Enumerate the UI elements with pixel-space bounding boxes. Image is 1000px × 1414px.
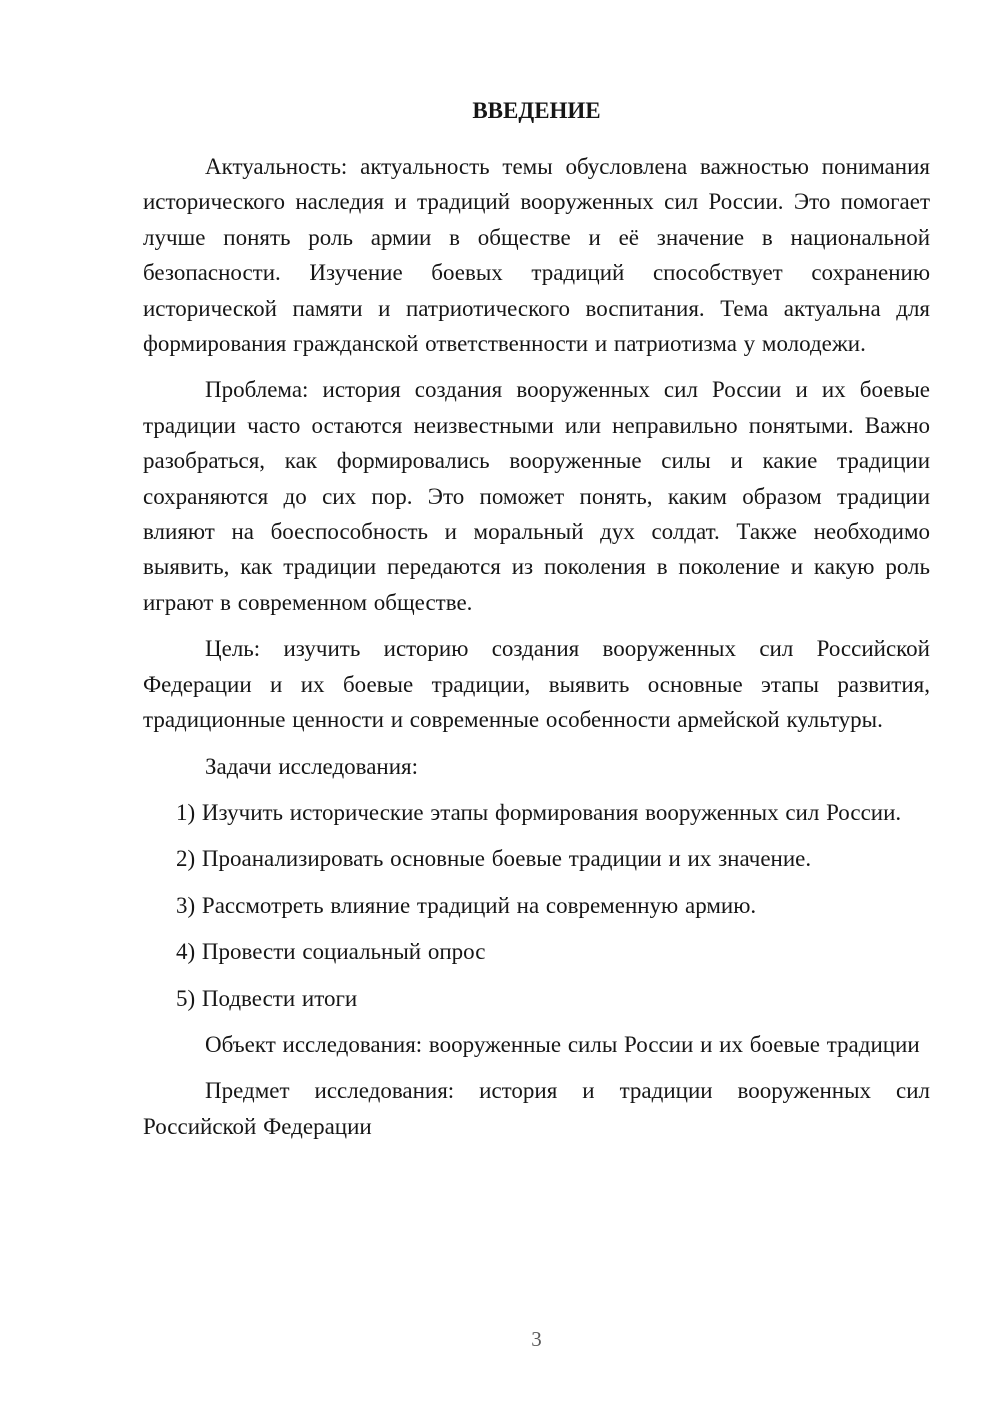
task-item-5: 5) Подвести итоги xyxy=(176,985,358,1011)
tasks-heading: Задачи исследования: xyxy=(205,753,419,779)
paragraph-goal: Цель: изучить историю создания вооруженных сил Российской Федерации и их боевые традиции, выявить основные этапы развития, традиционные ценности и современные особенности армейской культуры. xyxy=(143,636,930,733)
task-item-2: 2) Проанализировать основные боевые традиции и их значение. xyxy=(176,846,812,872)
task-item-1: 1) Изучить исторические этапы формирования вооруженных сил России. xyxy=(176,799,902,825)
page-number: 3 xyxy=(531,1327,542,1351)
page-title: ВВЕДЕНИЕ xyxy=(472,98,601,123)
task-item-4: 4) Провести социальный опрос xyxy=(176,939,486,965)
paragraph-subject: Предмет исследования: история и традиции вооруженных сил Российской Федерации xyxy=(143,1078,930,1139)
task-item-3: 3) Рассмотреть влияние традиций на современную армию. xyxy=(176,892,757,918)
paragraph-problem: Проблема: история создания вооруженных сил России и их боевые традиции часто остаются неизвестными или неправильно понятыми. Важно разобраться, как формировались вооруженные силы и какие традиции сохраняются до сих пор. Это поможет понять, каким образом традиции влияют на боеспособность и моральный дух солдат. Также необходимо выявить, как традиции передаются из поколения в поколение и какую роль играют в современном обществе. xyxy=(143,377,930,615)
paragraph-object: Объект исследования: вооруженные силы России и их боевые традиции xyxy=(205,1031,920,1057)
paragraph-relevance: Актуальность: актуальность темы обусловлена важностью понимания исторического наследия и традиций вооруженных сил России. Это помогает лучше понять роль армии в обществе и её значение в национальной безопасности. Изучение боевых традиций способствует сохранению исторической памяти и патриотического воспитания. Тема актуальна для формирования гражданской ответственности и патриотизма у молодежи. xyxy=(143,154,930,357)
